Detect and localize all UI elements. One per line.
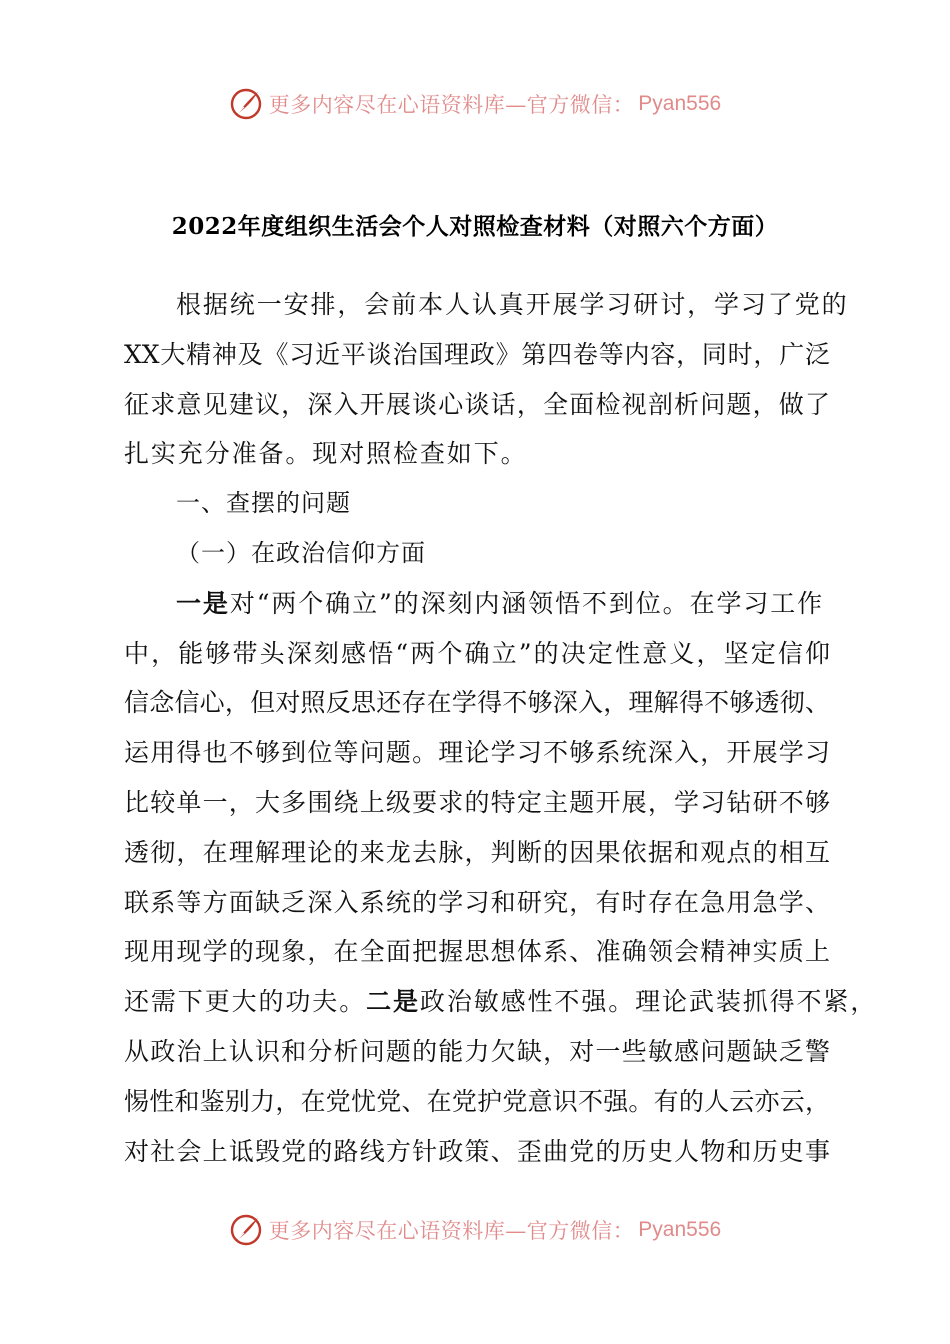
footer-watermark — [0, 1208, 950, 1252]
paragraph-line: 从政治上认识和分析问题的能力欠缺，对一些敏感问题缺乏警 — [124, 1036, 830, 1066]
paragraph-line: 对社会上诋毁党的路线方针政策、歪曲党的历史人物和历史事 — [124, 1136, 830, 1166]
header-watermark — [0, 82, 950, 126]
paragraph-line: 中，能够带头深刻感悟“两个确立”的决定性意义，坚定信仰 — [124, 638, 830, 668]
paragraph-line: XX大精神及《习近平谈治国理政》第四卷等内容，同时，广泛 — [124, 339, 830, 369]
feather-pen-icon — [229, 87, 263, 121]
watermark-text: 更多内容尽在心语资料库—官方微信： — [268, 1219, 635, 1243]
paragraph-line: 征求意见建议，深入开展谈心谈话，全面检视剖析问题，做了 — [124, 389, 830, 419]
paragraph-line: 现用现学的现象，在全面把握思想体系、准确领会精神实质上 — [124, 937, 830, 967]
feather-pen-icon — [229, 1213, 263, 1247]
paragraph-text: 政治敏感性不强。理论武装抓得不紧， — [419, 987, 878, 1017]
document-title: 2022年度组织生活会个人对照检查材料（对照六个方面） — [171, 213, 779, 240]
paragraph-line: 透彻，在理解理论的来龙去脉，判断的因果依据和观点的相互 — [124, 837, 830, 867]
paragraph-line — [124, 579, 830, 629]
paragraph-line: 联系等方面缺乏深入系统的学习和研究，有时存在急用急学、 — [124, 887, 830, 917]
document-body — [124, 280, 878, 1176]
watermark-text: 更多内容尽在心语资料库—官方微信： — [268, 93, 635, 117]
paragraph-line: 扎实充分准备。现对照检查如下。 — [124, 439, 528, 469]
paragraph-line: 比较单一，大多围绕上级要求的特定主题开展，学习钻研不够 — [124, 787, 830, 817]
paragraph-line: 运用得也不够到位等问题。理论学习不够系统深入，开展学习 — [124, 738, 830, 768]
paragraph-line: 惕性和鉴别力，在党忧党、在党护党意识不强。有的人云亦云， — [124, 1086, 830, 1116]
paragraph-text: 对“两个确立”的深刻内涵领悟不到位。在学习工作 — [229, 588, 825, 618]
point-marker: 二是 — [366, 987, 420, 1017]
watermark-wechat-id: Pyan556 — [638, 92, 722, 115]
subsection-heading: （一）在政治信仰方面 — [176, 538, 426, 567]
point-marker: 一是 — [176, 588, 230, 618]
paragraph-line: 根据统一安排，会前本人认真开展学习研讨，学习了党的 — [176, 290, 849, 319]
paragraph-line: 信念信心，但对照反思还存在学得不够深入，理解得不够透彻、 — [124, 688, 830, 718]
section-heading: 一、查摆的问题 — [176, 489, 351, 518]
paragraph-line — [124, 977, 878, 1027]
paragraph-text: 还需下更大的功夫。 — [124, 987, 367, 1017]
watermark-wechat-id: Pyan556 — [638, 1218, 722, 1241]
